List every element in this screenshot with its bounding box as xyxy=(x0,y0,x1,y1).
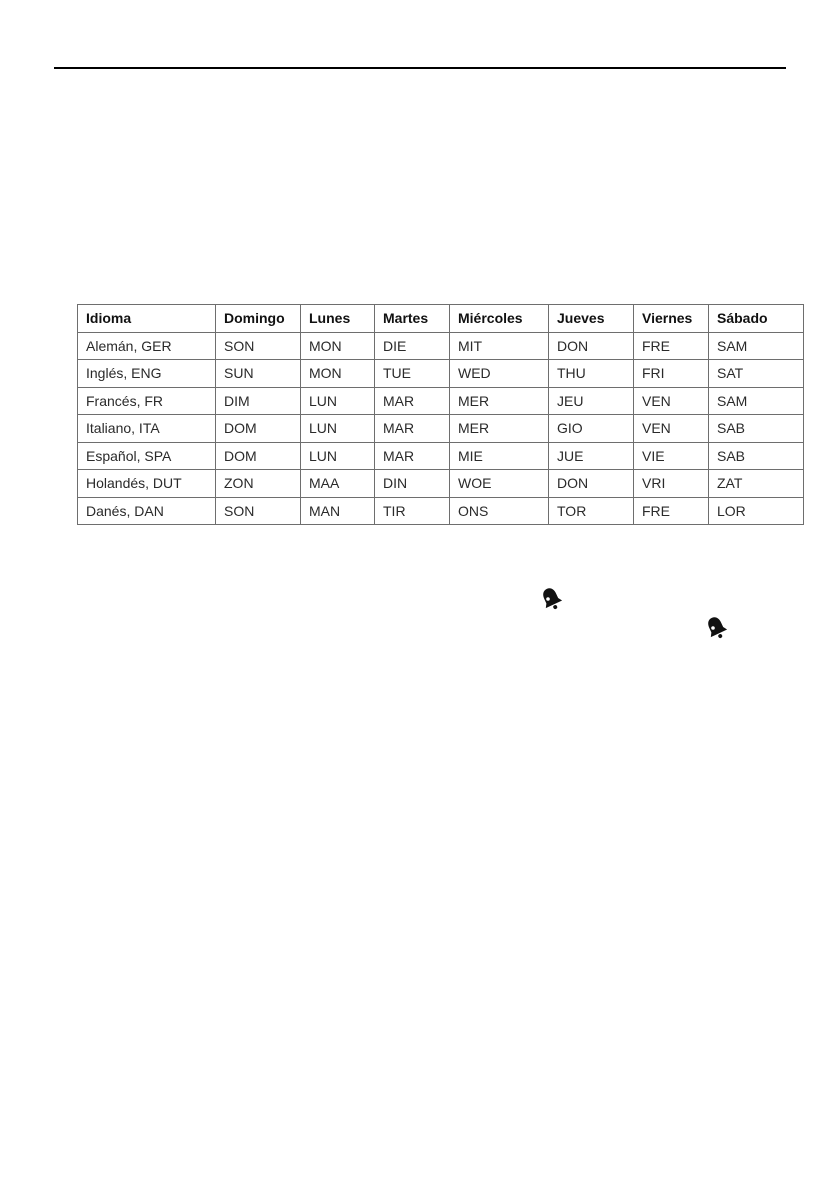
table-header-row xyxy=(78,305,804,333)
alarm-bell-icon xyxy=(538,585,564,611)
table-cell: SAT xyxy=(709,360,804,388)
header-cell: Viernes xyxy=(634,305,709,333)
table-cell: FRI xyxy=(634,360,709,388)
table-cell: DON xyxy=(549,332,634,360)
table-cell: SAB xyxy=(709,415,804,443)
table-cell: WED xyxy=(450,360,549,388)
table-cell: Italiano, ITA xyxy=(78,415,216,443)
table-row xyxy=(78,470,804,498)
table-cell: Alemán, GER xyxy=(78,332,216,360)
table-cell: TOR xyxy=(549,497,634,525)
table-cell: LUN xyxy=(301,387,375,415)
table-cell: LUN xyxy=(301,415,375,443)
table-cell: LUN xyxy=(301,442,375,470)
table-cell: MAN xyxy=(301,497,375,525)
header-cell: Sábado xyxy=(709,305,804,333)
table-cell: VEN xyxy=(634,387,709,415)
table-row xyxy=(78,332,804,360)
table-cell: MIE xyxy=(450,442,549,470)
table-cell: FRE xyxy=(634,497,709,525)
table-cell: ZAT xyxy=(709,470,804,498)
alarm-bell-icon xyxy=(703,614,729,640)
table-cell: SUN xyxy=(216,360,301,388)
table-cell: TUE xyxy=(375,360,450,388)
table-cell: SON xyxy=(216,332,301,360)
weekday-language-table xyxy=(77,304,804,525)
table-cell: SAM xyxy=(709,332,804,360)
table-cell: DIM xyxy=(216,387,301,415)
table-cell: MAR xyxy=(375,387,450,415)
table-row xyxy=(78,442,804,470)
table-cell: ONS xyxy=(450,497,549,525)
table-cell: SAM xyxy=(709,387,804,415)
table-cell: MIT xyxy=(450,332,549,360)
table-cell: DIN xyxy=(375,470,450,498)
table-cell: SON xyxy=(216,497,301,525)
table-cell: LOR xyxy=(709,497,804,525)
table-cell: SAB xyxy=(709,442,804,470)
table-cell: Inglés, ENG xyxy=(78,360,216,388)
table-cell: MAA xyxy=(301,470,375,498)
table-cell: THU xyxy=(549,360,634,388)
table-cell: DIE xyxy=(375,332,450,360)
table-cell: MAR xyxy=(375,442,450,470)
table-row xyxy=(78,497,804,525)
table-cell: DON xyxy=(549,470,634,498)
table-cell: ZON xyxy=(216,470,301,498)
table-cell: MER xyxy=(450,387,549,415)
table-cell: VIE xyxy=(634,442,709,470)
header-cell: Idioma xyxy=(78,305,216,333)
table-cell: Francés, FR xyxy=(78,387,216,415)
header-rule xyxy=(54,67,786,69)
table-cell: TIR xyxy=(375,497,450,525)
header-cell: Lunes xyxy=(301,305,375,333)
header-cell: Jueves xyxy=(549,305,634,333)
table-cell: VRI xyxy=(634,470,709,498)
table-cell: Danés, DAN xyxy=(78,497,216,525)
table-cell: JUE xyxy=(549,442,634,470)
table-row xyxy=(78,415,804,443)
table-row xyxy=(78,360,804,388)
header-cell: Domingo xyxy=(216,305,301,333)
table-cell: MON xyxy=(301,360,375,388)
header-cell: Martes xyxy=(375,305,450,333)
table-cell: Español, SPA xyxy=(78,442,216,470)
table-cell: VEN xyxy=(634,415,709,443)
table-cell: DOM xyxy=(216,442,301,470)
table-cell: MAR xyxy=(375,415,450,443)
table-cell: MON xyxy=(301,332,375,360)
table-cell: Holandés, DUT xyxy=(78,470,216,498)
table-cell: WOE xyxy=(450,470,549,498)
table-cell: DOM xyxy=(216,415,301,443)
table-cell: JEU xyxy=(549,387,634,415)
table-cell: MER xyxy=(450,415,549,443)
header-cell: Miércoles xyxy=(450,305,549,333)
table-row xyxy=(78,387,804,415)
table-cell: GIO xyxy=(549,415,634,443)
table-cell: FRE xyxy=(634,332,709,360)
